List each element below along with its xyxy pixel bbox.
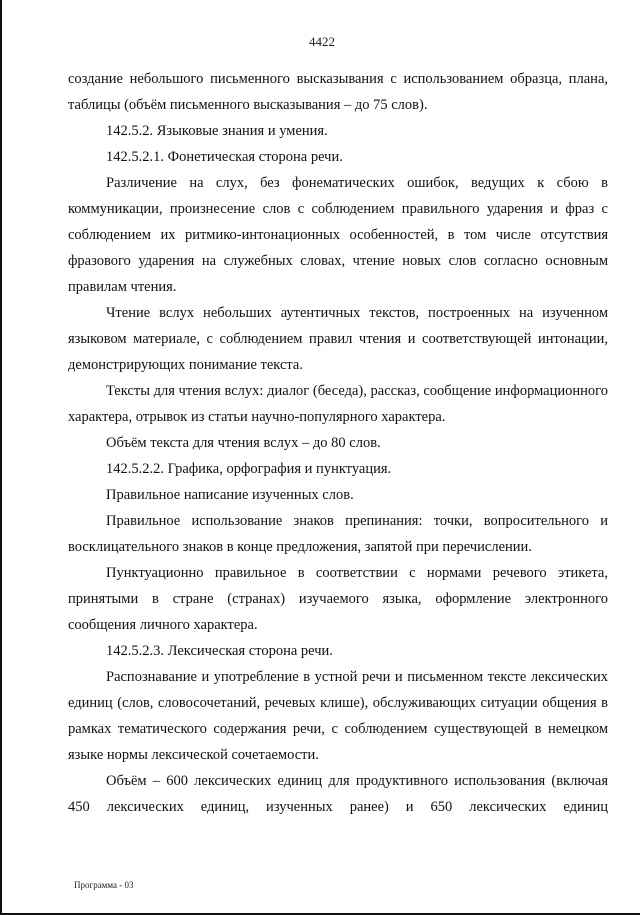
paragraph-reading-texts: Тексты для чтения вслух: диалог (беседа), рассказ, сообщение информационного характера, отрывок из статьи научно-популярного характера.: [68, 383, 608, 425]
heading-phonetics: 142.5.2.1. Фонетическая сторона речи.: [106, 149, 343, 165]
heading-language-knowledge: 142.5.2. Языковые знания и умения.: [106, 123, 328, 139]
document-body: [68, 66, 608, 820]
paragraph-punctuation-marks: Правильное использование знаков препинания: точки, вопросительного и восклицательного знаков в конце предложения, запятой при перечислении.: [68, 513, 608, 555]
heading-lexical: 142.5.2.3. Лексическая сторона речи.: [106, 643, 333, 659]
paragraph-phonetics-discrimination: Различение на слух, без фонематических ошибок, ведущих к сбою в коммуникации, произнесение слов с соблюдением правильного ударения и фраз с соблюдением их ритмико-интонационных особенностей, в том числе отсутствия фразового ударения на служебных словах, чтение новых слов согласно основным правилам чтения.: [68, 175, 608, 295]
paragraph-punctuation-etiquette: Пунктуационно правильное в соответствии с нормами речевого этикета, принятыми в стране (странах) изучаемого языка, оформление электронного сообщения личного характера.: [68, 565, 608, 633]
paragraph-correct-spelling: Правильное написание изученных слов.: [106, 487, 354, 503]
paragraph-reading-aloud: Чтение вслух небольших аутентичных текстов, построенных на изученном языковом материале, с соблюдением правил чтения и соответствующей интонации, демонстрирующих понимание текста.: [68, 305, 608, 373]
paragraph-lexical-volume: Объём – 600 лексических единиц для продуктивного использования (включая 450 лексических единиц, изученных ранее) и 650 лексических единиц: [68, 773, 608, 815]
footer-program-label: Программа - 03: [74, 880, 134, 890]
paragraph-lexical-recognition: Распознавание и употребление в устной речи и письменном тексте лексических единиц (слов, словосочетаний, речевых клише), обслуживающих ситуации общения в рамках тематического содержания речи, с соблюдением существующей в немецком языке нормы лексической сочетаемости.: [68, 669, 608, 763]
heading-graphics-orthography: 142.5.2.2. Графика, орфография и пунктуация.: [106, 461, 392, 477]
paragraph-writing-statement: создание небольшого письменного высказывания с использованием образца, плана, таблицы (объём письменного высказывания – до 75 слов).: [68, 71, 608, 113]
paragraph-reading-volume: Объём текста для чтения вслух – до 80 слов.: [106, 435, 381, 451]
page-number: 4422: [309, 34, 335, 49]
